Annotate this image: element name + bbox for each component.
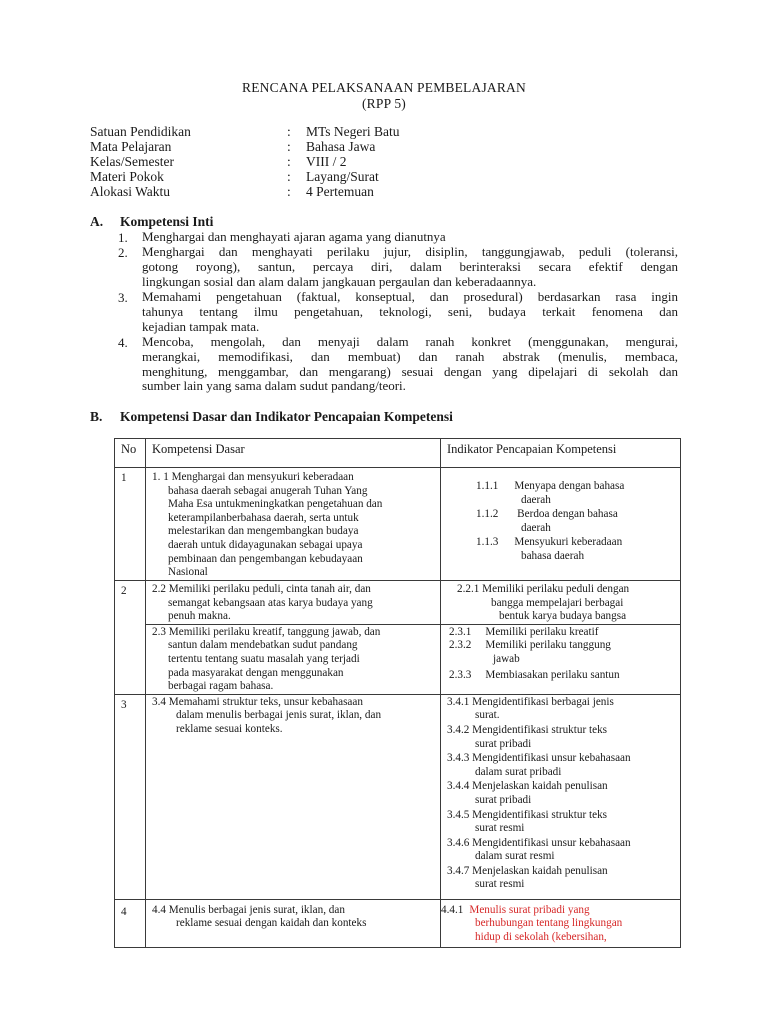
indicator-item (447, 696, 680, 723)
table-row (115, 581, 681, 625)
meta-label-satuan: Satuan Pendidikan (90, 124, 191, 139)
meta-value-mapel: Bahasa Jawa (306, 139, 376, 154)
ki-item-2 (142, 245, 678, 289)
indicator-line: Memiliki perilaku tanggung (485, 639, 611, 652)
indicator-number: 3.4.7 (447, 864, 470, 877)
kd-line: Nasional (168, 566, 208, 579)
indicator-item (447, 780, 680, 807)
indicator-line: dalam surat resmi (475, 850, 555, 863)
kd-line: santun dalam mendebatkan sudut pandang (168, 639, 358, 652)
kd-cell (146, 899, 441, 947)
indicator-number: 3.4.5 (447, 808, 470, 821)
indicator-number: 3.4.1 (447, 695, 470, 708)
ki-line: Menghargai dan menghayati perilaku jujur, disiplin, tanggungjawab, peduli (toleransi, (142, 244, 678, 259)
kd-line: pada masyarakat dengan menggunakan (168, 666, 344, 679)
ki-line: tahunya tentang ilmu pengetahuan, teknologi, seni, budaya terkait fenomena dan (142, 303, 678, 319)
indicator-line: Menyapa dengan bahasa (514, 480, 625, 492)
indicator-line: surat resmi (475, 822, 525, 835)
indicator-number: 3.4.2 (447, 723, 470, 736)
section-a-letter: A. (90, 214, 104, 229)
meta-label-kelas: Kelas/Semester (90, 154, 174, 169)
section-a-heading: Kompetensi Inti (120, 214, 214, 229)
ki-item-3 (142, 290, 678, 334)
ki-line: merangkai, memodifikasi, dan membuat) dan ranah abstrak (menulis, membaca, (142, 348, 678, 364)
indicator-line: Berdoa dengan bahasa (514, 508, 618, 521)
indicator-line: surat. (475, 709, 500, 722)
kd-line: 2.3 Memiliki perilaku kreatif, tanggung jawab, dan (152, 625, 381, 638)
indicator-line: berhubungan tentang lingkungan (475, 917, 623, 930)
document-title: RENCANA PELAKSANAAN PEMBELAJARAN (242, 80, 526, 95)
indicator-cell (441, 468, 681, 581)
ki-item-1 (142, 230, 678, 245)
section-b-heading: Kompetensi Dasar dan Indikator Pencapaian Kompetensi (120, 409, 453, 424)
indicator-item (441, 480, 680, 507)
kd-line: daerah untuk didayagunakan sebagai upaya (168, 538, 363, 551)
meta-separator: : (287, 169, 291, 184)
indicator-line: Memiliki perilaku kreatif (485, 625, 599, 638)
header-indikator: Indikator Pencapaian Kompetensi (441, 439, 681, 468)
kd-line: dalam menulis berbagai jenis surat, iklan, dan (176, 709, 382, 722)
ki-number: 2. (118, 245, 128, 260)
meta-value-satuan: MTs Negeri Batu (306, 124, 400, 139)
ki-line: kejadian tampak mata. (142, 318, 260, 334)
kd-cell (146, 694, 441, 899)
kd-line: penuh makna. (168, 610, 231, 623)
indicator-number: 3.4.6 (447, 836, 470, 849)
kd-cell (146, 624, 441, 694)
table-row (115, 899, 681, 947)
indicator-line: surat pribadi (475, 793, 532, 806)
kd-line: bahasa daerah sebagai anugerah Tuhan Yang (168, 484, 368, 497)
table-row (115, 624, 681, 694)
meta-label-alokasi: Alokasi Waktu (90, 184, 171, 199)
table-row (115, 468, 681, 581)
meta-value-materi: Layang/Surat (306, 169, 379, 184)
indicator-line: Mengidentifikasi unsur kebahasaan (472, 836, 631, 849)
ki-line: Mencoba, mengolah, dan menyaji dalam ranah konkret (menggunakan, mengurai, (142, 334, 678, 349)
indicator-line: bentuk karya budaya bangsa (499, 610, 627, 623)
indicator-line: Menulis surat pribadi yang (469, 903, 590, 916)
competency-table (114, 438, 681, 948)
indicator-number: 2.2.1 (457, 583, 480, 595)
indicator-line: daerah (521, 521, 551, 534)
ki-number: 1. (118, 230, 128, 245)
ki-line: sumber lain yang sama dalam sudut pandang/teori. (142, 378, 406, 394)
indicator-item (447, 837, 680, 864)
kd-cell (146, 468, 441, 581)
table-header-row (115, 439, 681, 468)
kd-line: 1. 1 Menghargai dan mensyukuri keberadaan (152, 471, 354, 483)
indicator-number: 1.1.1 (476, 480, 499, 492)
ki-line: Menghargai dan menghayati ajaran agama yang dianutnya (142, 229, 446, 244)
meta-label-materi: Materi Pokok (90, 169, 164, 184)
kd-line: 3.4 Memahami struktur teks, unsur kebahasaan (152, 695, 363, 708)
kd-line: semangat kebangsaan atas karya budaya yang (168, 596, 373, 609)
row-number: 4 (115, 899, 146, 947)
indicator-line: surat resmi (475, 878, 525, 891)
kd-line: keterampilanberbahasa daerah, serta untuk (168, 511, 359, 524)
indicator-line: Membiasakan perilaku santun (485, 668, 620, 681)
kd-line: Maha Esa untukmeningkatkan pengetahuan dan (168, 498, 383, 511)
meta-separator: : (287, 139, 291, 154)
kd-line: 4.4 Menulis berbagai jenis surat, iklan, dan (152, 903, 345, 916)
meta-separator: : (287, 124, 291, 139)
indicator-cell (441, 694, 681, 899)
indicator-line: surat pribadi (475, 737, 532, 750)
indicator-number: 2.3.3 (449, 668, 472, 681)
indicator-number: 2.3.1 (449, 625, 472, 638)
indicator-number: 4.4.1 (441, 903, 464, 916)
indicator-line: dalam surat pribadi (475, 765, 562, 778)
indicator-line: bahasa daerah (521, 549, 585, 562)
meta-separator: : (287, 184, 291, 199)
indicator-line: Mengidentifikasi berbagai jenis (472, 695, 614, 708)
meta-value-kelas: VIII / 2 (306, 154, 347, 169)
indicator-line: Mengidentifikasi struktur teks (472, 808, 608, 821)
ki-line: gotong royong), santun, percaya diri, dalam berinteraksi secara efektif dengan (142, 258, 678, 274)
indicator-number: 3.4.3 (447, 752, 470, 765)
document-subtitle: (RPP 5) (361, 96, 407, 111)
meta-value-alokasi: 4 Pertemuan (306, 184, 374, 199)
indicator-cell (441, 899, 681, 947)
ki-item-4 (142, 335, 678, 394)
indicator-number: 3.4.4 (447, 780, 470, 793)
indicator-number: 2.3.2 (449, 639, 472, 652)
ki-number: 3. (118, 290, 128, 305)
indicator-number: 1.1.3 (476, 536, 499, 549)
indicator-line: Menjelaskan kaidah penulisan (472, 780, 608, 793)
kd-cell (146, 581, 441, 625)
indicator-line: Mengidentifikasi struktur teks (472, 723, 608, 736)
indicator-number: 1.1.2 (476, 508, 499, 521)
kd-line: melestarikan dan mengembangkan budaya (168, 525, 359, 538)
kd-line: reklame sesuai dengan kaidah dan konteks (176, 917, 367, 930)
kd-line: tertentu tentang suatu masalah yang terjadi (168, 652, 360, 665)
indicator-item (441, 536, 680, 563)
indicator-line: hidup di sekolah (kebersihan, (475, 930, 607, 943)
table-row (115, 694, 681, 899)
indicator-line: Menjelaskan kaidah penulisan (472, 864, 608, 877)
indicator-cell (441, 624, 681, 694)
section-b-letter: B. (90, 409, 103, 424)
indicator-line: Mensyukuri keberadaan (514, 536, 623, 549)
ki-line: Memahami pengetahuan (faktual, konseptual, dan prosedural) berdasarkan rasa ingin (142, 289, 678, 304)
indicator-line: bangga mempelajari berbagai (491, 596, 624, 609)
indicator-item (447, 752, 680, 779)
meta-separator: : (287, 154, 291, 169)
row-number: 2 (115, 581, 146, 695)
indicator-item (447, 724, 680, 751)
row-number: 1 (115, 468, 146, 581)
header-kompetensi-dasar: Kompetensi Dasar (146, 439, 441, 468)
indicator-line: daerah (521, 493, 551, 506)
ki-line: lingkungan sosial dan alam dalam jangkauan pergaulan dan keberadaannya. (142, 273, 537, 289)
header-no: No (115, 439, 146, 468)
indicator-line: jawab (493, 652, 520, 665)
indicator-item (441, 508, 680, 535)
kd-line: pembinaan dan pengembangan kebudayaan (168, 552, 363, 565)
indicator-item (447, 865, 680, 892)
indicator-line: Mengidentifikasi unsur kebahasaan (472, 752, 631, 765)
kd-line: berbagai ragam bahasa. (168, 680, 274, 693)
kd-line: 2.2 Memiliki perilaku peduli, cinta tanah air, dan (152, 583, 371, 595)
meta-label-mapel: Mata Pelajaran (90, 139, 172, 154)
indicator-cell (441, 581, 681, 625)
kd-line: reklame sesuai konteks. (176, 722, 283, 735)
row-number: 3 (115, 694, 146, 899)
indicator-line: Memiliki perilaku peduli dengan (482, 583, 630, 595)
ki-line: menghitung, menggambar, dan mengarang) sesuai dengan yang dipelajari di sekolah dan (142, 363, 678, 379)
ki-number: 4. (118, 335, 128, 350)
indicator-item (447, 809, 680, 836)
